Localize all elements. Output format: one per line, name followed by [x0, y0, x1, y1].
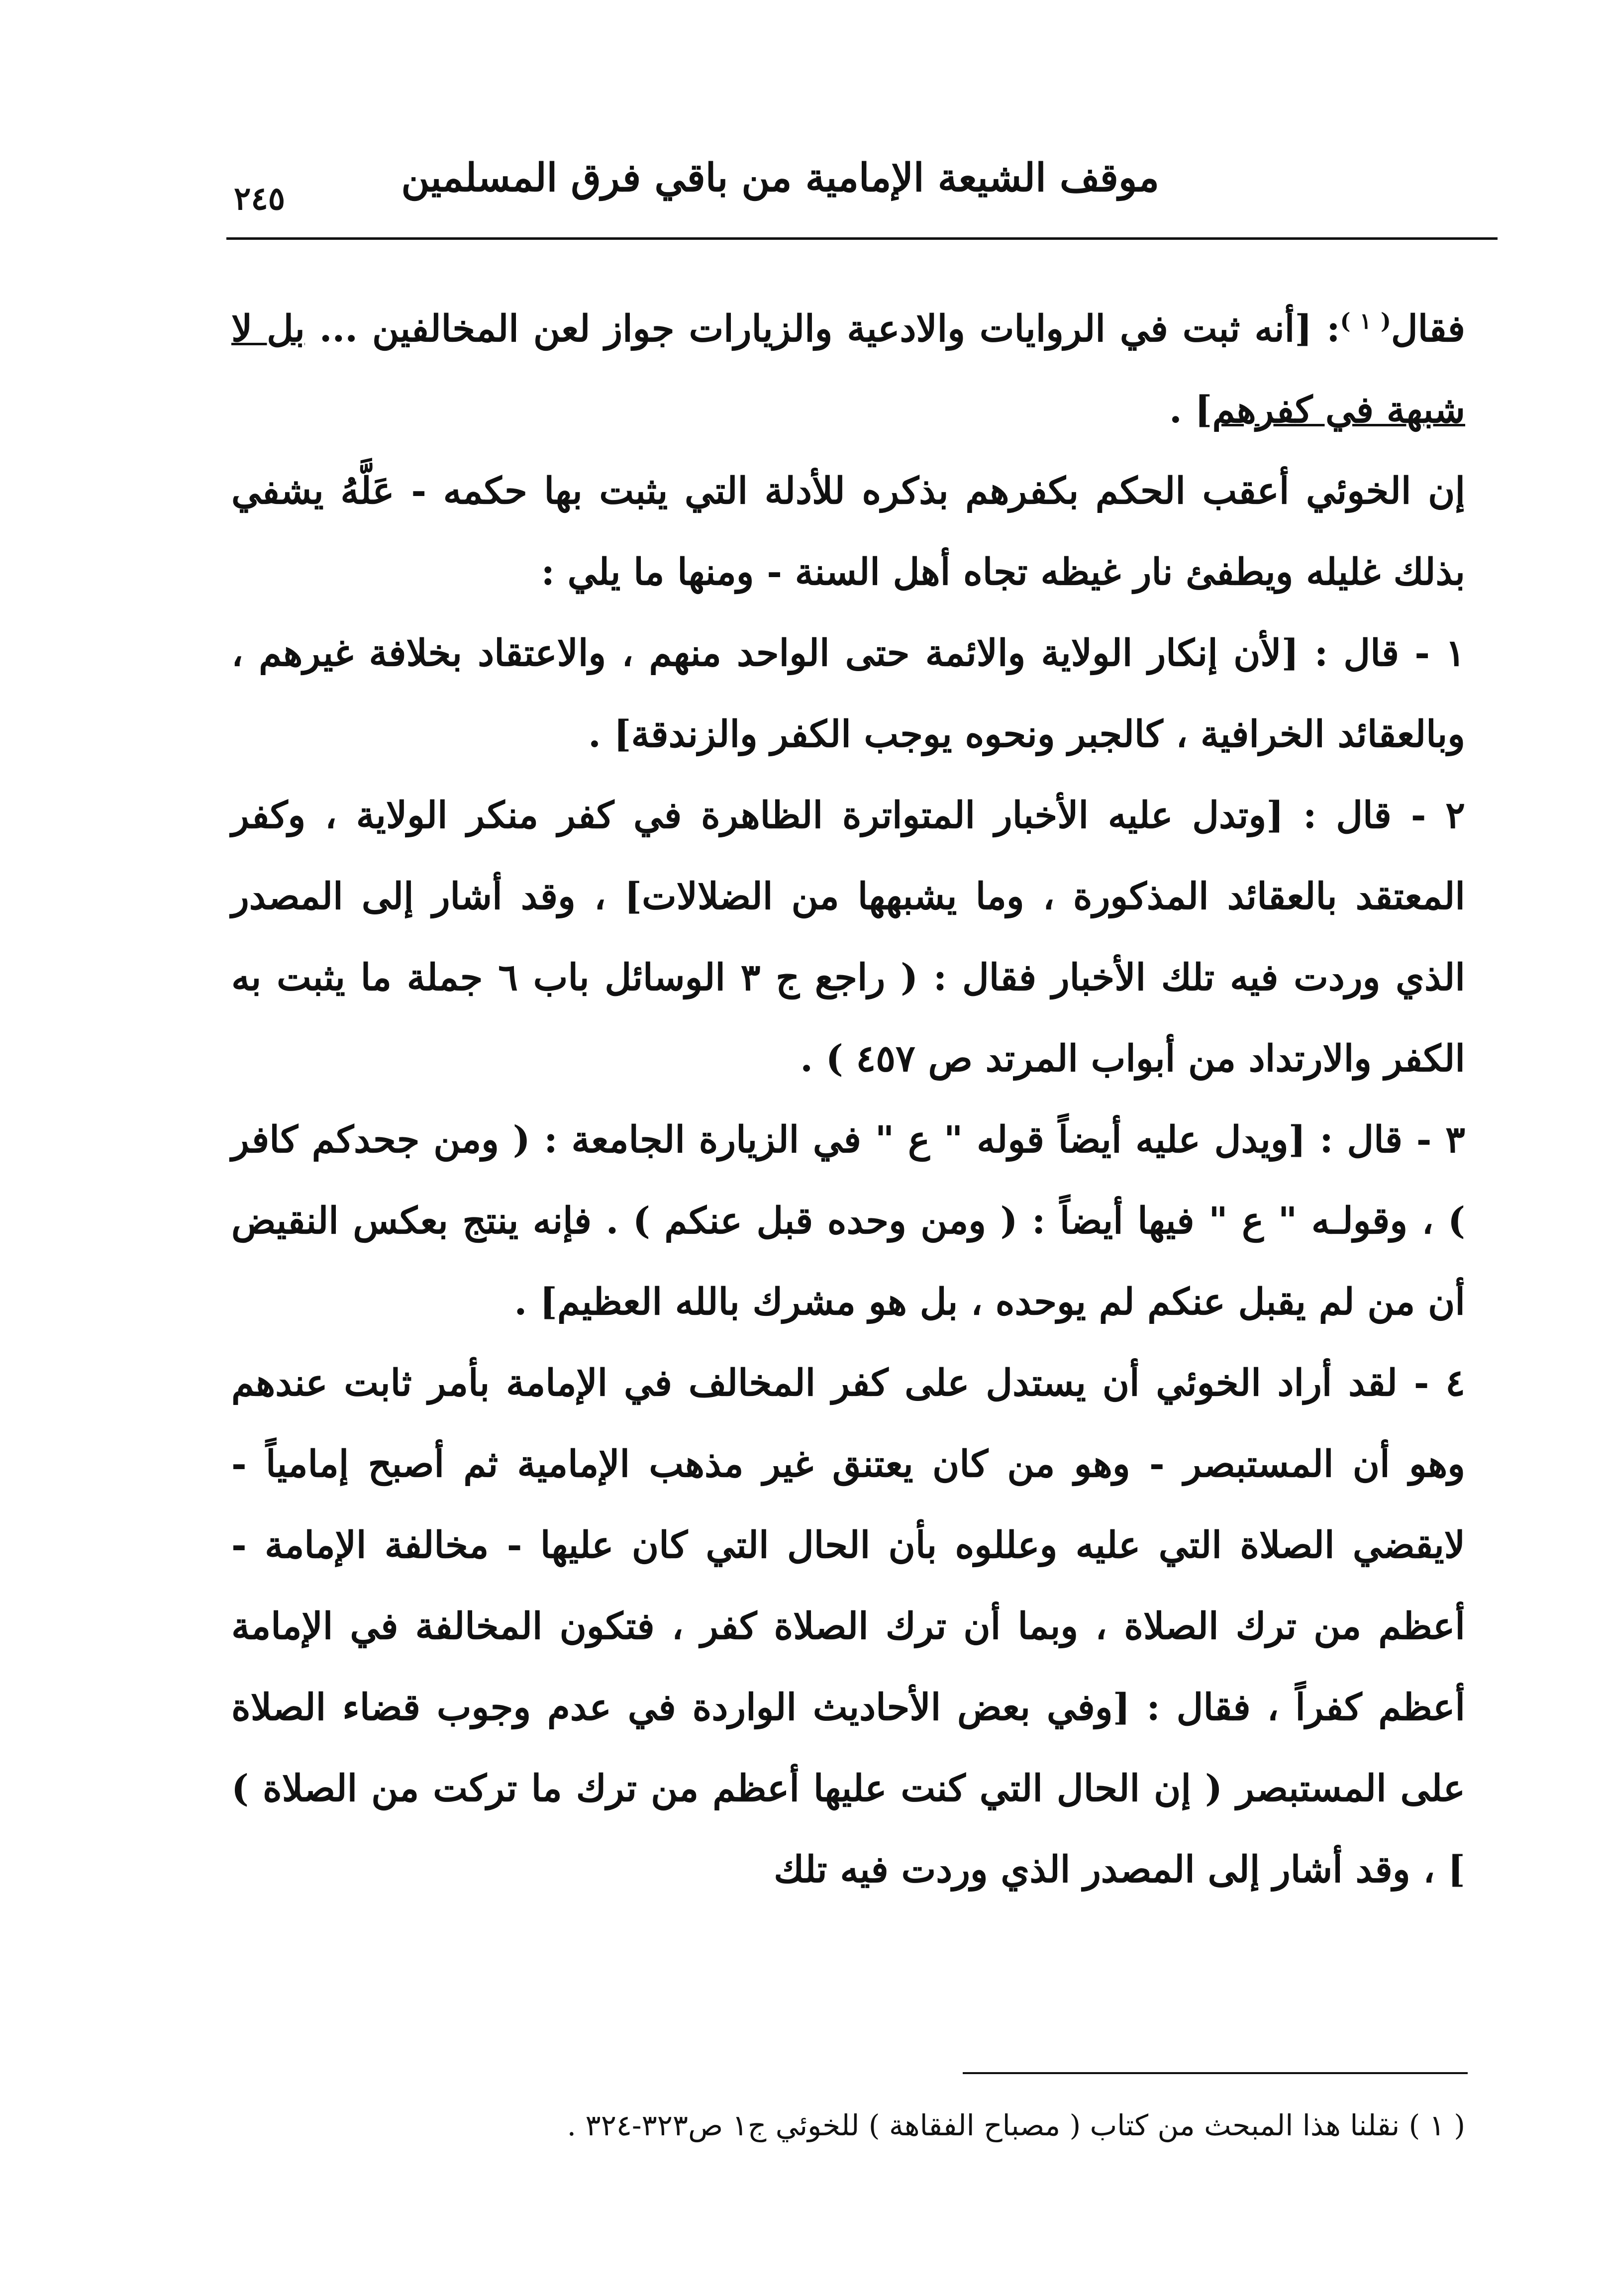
paragraph-point-4: ٤ - لقد أراد الخوئي أن يستدل على كفر المخالف في الإمامة بأمر ثابت عندهم وهو أن المستبصر - وهو من كان يعتنق غير مذهب الإمامية ثم أصبح إمامياً - لايقضي الصلاة التي عليه وعللوه بأن الحال التي كان عليها - مخالفة الإمامة - أعظم من ترك الصلاة ، وبما أن ترك الصلاة كفر ، فتكون المخالفة في الإمامة أعظم كفراً ، فقال : [وفي بعض الأحاديث الواردة في عدم وجوب قضاء الصلاة على المستبصر ( إن الحال التي كنت عليها أعظم من ترك ما تركت من الصلاة ) ] ، وقد أشار إلى المصدر الذي وردت فيه تلك [231, 1362, 1465, 1891]
page-number: ٢٤٥ [234, 180, 286, 217]
header-rule [226, 237, 1498, 240]
paragraph-intro: إن الخوئي أعقب الحكم بكفرهم بذكره للأدلة التي يثبت بها حكمه - عَلَّهُ يشفي بذلك غليله ويطفئ نار غيظه تجاه أهل السنة - ومنها ما يلي : [231, 470, 1465, 594]
underlined-phrase: بل لا شبهة في كفرهم [231, 307, 1465, 431]
quote-intro: فقال [1391, 307, 1466, 350]
body-text [231, 289, 1465, 1910]
footnote: ( ١ ) نقلنا هذا المبحث من كتاب ( مصباح الفقاهة ) للخوئي ج١ ص٣٢٣-٣٢٤ . [567, 2108, 1465, 2142]
paragraph-point-2: ٢ - قال : [وتدل عليه الأخبار المتواترة الظاهرة في كفر منكر الولاية ، وكفر المعتقد بالعقائد المذكورة ، وما يشبهها من الضلالات] ، وقد أشار إلى المصدر الذي وردت فيه تلك الأخبار فقال : ( راجع ج ٣ الوسائل باب ٦ جملة ما يثبت به الكفر والارتداد من أبواب المرتد ص ٤٥٧ ) . [231, 794, 1465, 1080]
paragraph-quote [231, 289, 1465, 451]
paragraph-point-1: ١ - قال : [لأن إنكار الولاية والائمة حتى الواحد منهم ، والاعتقاد بخلافة غيرهم ، وبالعقائد الخرافية ، كالجبر ونحوه يوجب الكفر والزندقة] . [231, 632, 1465, 756]
footnote-rule [963, 2072, 1468, 2074]
paragraph-point-3: ٣ - قال : [ويدل عليه أيضاً قوله " ع " في الزيارة الجامعة : ( ومن جحدكم كافر ) ، وقولـه " ع " فيها أيضاً : ( ومن وحده قبل عنكم ) . فإنه ينتج بعكس النقيض أن من لم يقبل عنكم لم يوحده ، بل هو مشرك بالله العظيم] . [231, 1118, 1465, 1323]
footnote-marker: ( ١ ) [1340, 308, 1391, 334]
quote-main: : [أنه ثبت في الروايات والادعية والزيارات جواز لعن المخالفين ... [304, 307, 1340, 350]
quote-end: ] . [1169, 389, 1212, 431]
running-title: موقف الشيعة الإمامية من باقي فرق المسلمين [401, 155, 1159, 200]
